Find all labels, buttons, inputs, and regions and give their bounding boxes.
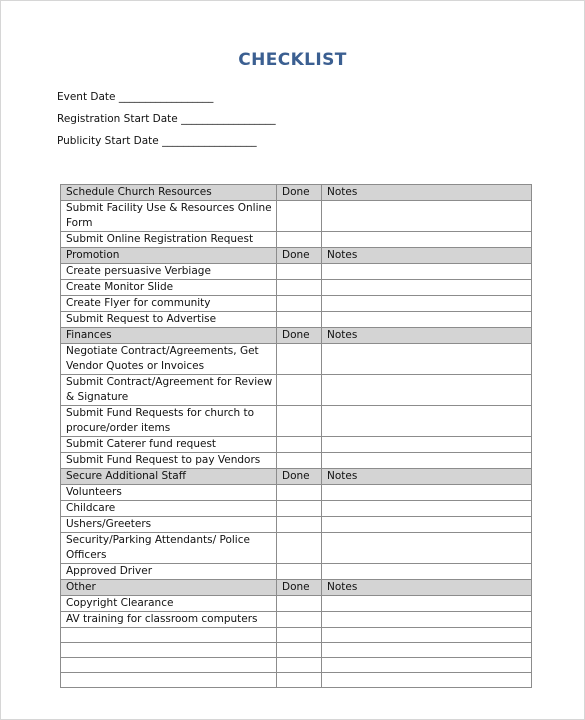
- done-cell[interactable]: [277, 437, 322, 453]
- task-cell: Create Monitor Slide: [61, 280, 277, 296]
- done-header: Done: [277, 469, 322, 485]
- task-cell: Security/Parking Attendants/ Police Officers: [61, 533, 277, 564]
- publicity-start-date-blank[interactable]: __________________: [162, 135, 257, 147]
- task-row: [61, 296, 532, 312]
- checklist-table: [60, 184, 532, 688]
- task-cell: Volunteers: [61, 485, 277, 501]
- task-row: [61, 485, 532, 501]
- task-row: [61, 406, 532, 437]
- section-heading: Other: [61, 580, 277, 596]
- notes-header: Notes: [322, 469, 532, 485]
- task-cell: Approved Driver: [61, 564, 277, 580]
- task-cell: Childcare: [61, 501, 277, 517]
- done-cell[interactable]: [277, 344, 322, 375]
- done-cell[interactable]: [277, 232, 322, 248]
- task-cell: Copyright Clearance: [61, 596, 277, 612]
- checklist-body: [61, 185, 532, 688]
- notes-header: Notes: [322, 185, 532, 201]
- task-row: [61, 201, 532, 232]
- registration-start-date-field: [57, 113, 276, 125]
- notes-header: Notes: [322, 328, 532, 344]
- task-row: [61, 375, 532, 406]
- section-heading: Promotion: [61, 248, 277, 264]
- task-row: [61, 612, 532, 628]
- registration-start-date-label: Registration Start Date: [57, 113, 178, 125]
- task-cell: Submit Fund Requests for church to procure/order items: [61, 406, 277, 437]
- task-cell: Create Flyer for community: [61, 296, 277, 312]
- task-row: [61, 643, 532, 658]
- event-date-label: Event Date: [57, 91, 116, 103]
- task-cell: Create persuasive Verbiage: [61, 264, 277, 280]
- done-cell[interactable]: [277, 375, 322, 406]
- done-header: Done: [277, 185, 322, 201]
- notes-cell[interactable]: [322, 344, 532, 375]
- done-cell[interactable]: [277, 596, 322, 612]
- task-cell: Negotiate Contract/Agreements, Get Vendor Quotes or Invoices: [61, 344, 277, 375]
- task-row: [61, 564, 532, 580]
- section-header-row: [61, 248, 532, 264]
- task-row: [61, 658, 532, 673]
- notes-cell[interactable]: [322, 232, 532, 248]
- notes-cell[interactable]: [322, 628, 532, 643]
- notes-cell[interactable]: [322, 501, 532, 517]
- task-cell: AV training for classroom computers: [61, 612, 277, 628]
- section-header-row: [61, 580, 532, 596]
- task-cell: Submit Caterer fund request: [61, 437, 277, 453]
- notes-cell[interactable]: [322, 406, 532, 437]
- done-cell[interactable]: [277, 673, 322, 688]
- task-row: [61, 533, 532, 564]
- notes-cell[interactable]: [322, 437, 532, 453]
- notes-cell[interactable]: [322, 564, 532, 580]
- notes-cell[interactable]: [322, 533, 532, 564]
- done-cell[interactable]: [277, 533, 322, 564]
- event-date-blank[interactable]: __________________: [118, 91, 214, 103]
- task-row: [61, 596, 532, 612]
- registration-start-date-blank[interactable]: __________________: [181, 113, 276, 125]
- task-row: [61, 453, 532, 469]
- section-header-row: [61, 185, 532, 201]
- task-row: [61, 501, 532, 517]
- done-cell[interactable]: [277, 517, 322, 533]
- notes-cell[interactable]: [322, 312, 532, 328]
- done-cell[interactable]: [277, 564, 322, 580]
- page-title: CHECKLIST: [238, 50, 347, 70]
- task-cell: Submit Facility Use & Resources Online Form: [61, 201, 277, 232]
- task-cell[interactable]: [61, 628, 277, 643]
- done-cell[interactable]: [277, 658, 322, 673]
- task-cell: Submit Online Registration Request: [61, 232, 277, 248]
- done-cell[interactable]: [277, 453, 322, 469]
- task-row: [61, 437, 532, 453]
- task-cell[interactable]: [61, 673, 277, 688]
- task-row: [61, 280, 532, 296]
- notes-cell[interactable]: [322, 453, 532, 469]
- task-row: [61, 344, 532, 375]
- task-cell: Submit Fund Request to pay Vendors: [61, 453, 277, 469]
- notes-cell[interactable]: [322, 517, 532, 533]
- done-header: Done: [277, 580, 322, 596]
- done-cell[interactable]: [277, 312, 322, 328]
- notes-cell[interactable]: [322, 264, 532, 280]
- task-cell[interactable]: [61, 658, 277, 673]
- task-row: [61, 673, 532, 688]
- done-cell[interactable]: [277, 296, 322, 312]
- task-row: [61, 264, 532, 280]
- section-heading: Finances: [61, 328, 277, 344]
- publicity-start-date-label: Publicity Start Date: [57, 135, 159, 147]
- section-header-row: [61, 469, 532, 485]
- task-row: [61, 232, 532, 248]
- notes-cell[interactable]: [322, 375, 532, 406]
- done-cell[interactable]: [277, 628, 322, 643]
- done-cell[interactable]: [277, 201, 322, 232]
- done-header: Done: [277, 328, 322, 344]
- task-cell: Submit Request to Advertise: [61, 312, 277, 328]
- task-row: [61, 628, 532, 643]
- section-heading: Secure Additional Staff: [61, 469, 277, 485]
- task-cell: Submit Contract/Agreement for Review & Signature: [61, 375, 277, 406]
- notes-header: Notes: [322, 580, 532, 596]
- done-cell[interactable]: [277, 264, 322, 280]
- notes-cell[interactable]: [322, 296, 532, 312]
- done-cell[interactable]: [277, 612, 322, 628]
- done-cell[interactable]: [277, 485, 322, 501]
- done-cell[interactable]: [277, 406, 322, 437]
- done-cell[interactable]: [277, 280, 322, 296]
- notes-cell[interactable]: [322, 643, 532, 658]
- notes-cell[interactable]: [322, 485, 532, 501]
- section-header-row: [61, 328, 532, 344]
- section-heading: Schedule Church Resources: [61, 185, 277, 201]
- done-cell[interactable]: [277, 643, 322, 658]
- done-header: Done: [277, 248, 322, 264]
- notes-cell[interactable]: [322, 612, 532, 628]
- task-cell[interactable]: [61, 643, 277, 658]
- publicity-start-date-field: [57, 135, 257, 147]
- task-row: [61, 312, 532, 328]
- notes-cell[interactable]: [322, 658, 532, 673]
- notes-cell[interactable]: [322, 280, 532, 296]
- notes-cell[interactable]: [322, 201, 532, 232]
- notes-cell[interactable]: [322, 596, 532, 612]
- task-row: [61, 517, 532, 533]
- notes-header: Notes: [322, 248, 532, 264]
- event-date-field: [57, 91, 213, 103]
- task-cell: Ushers/Greeters: [61, 517, 277, 533]
- notes-cell[interactable]: [322, 673, 532, 688]
- done-cell[interactable]: [277, 501, 322, 517]
